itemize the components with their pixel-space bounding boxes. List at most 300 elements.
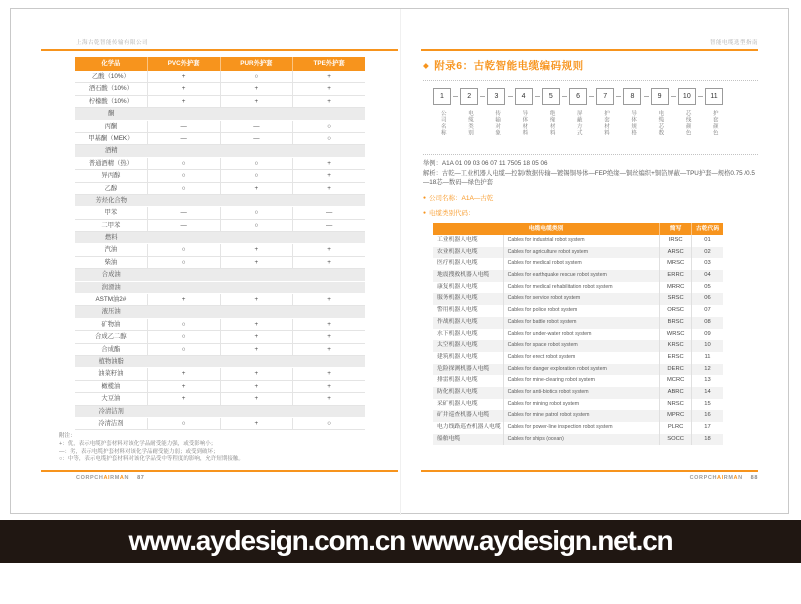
code-box-connector <box>560 96 569 97</box>
rating-cell: ○ <box>147 158 220 169</box>
cable-abbr-cell: ERRC <box>659 270 691 282</box>
code-position-label: 公司名称 <box>439 110 446 136</box>
chem-section-row <box>75 195 365 207</box>
page-center-divider <box>400 9 401 515</box>
chem-section-label: 液压油 <box>101 308 121 316</box>
chem-data-row <box>75 244 365 256</box>
code-label-spacer <box>641 110 650 156</box>
code-box-connector <box>505 96 514 97</box>
cable-table-row <box>433 293 723 305</box>
code-position-box: 3 <box>487 88 505 105</box>
brand-segment: RM <box>723 475 734 481</box>
cable-name-en-cell: Cables for battle robot system <box>503 317 660 329</box>
chem-data-row <box>75 393 365 405</box>
cable-code-cell: 18 <box>691 434 723 446</box>
code-position-label: 电缆类别 <box>466 110 473 136</box>
rating-cell: ○ <box>147 183 220 194</box>
cable-name-en-cell: Cables for police robot system <box>503 305 660 317</box>
code-position-label-cell <box>596 110 614 156</box>
cable-col-header-category: 电缆电缆类别 <box>528 226 564 232</box>
chemical-name-cell: 橄榄油 <box>101 382 121 390</box>
chem-col-header-chemical: 化学品 <box>101 60 121 67</box>
chem-col-header-pvc: PVC外护套 <box>147 57 220 71</box>
code-position-label-cell <box>460 110 478 156</box>
rating-cell: + <box>220 96 293 107</box>
rating-cell: + <box>220 319 293 330</box>
rating-cell: ○ <box>220 207 293 218</box>
cable-table-row <box>433 305 723 317</box>
chem-data-row <box>75 121 365 133</box>
chem-section-label: 合成油 <box>101 271 121 279</box>
cable-code-cell: 06 <box>691 293 723 305</box>
cable-abbr-cell: MRRC <box>659 282 691 294</box>
website-hotline-banner: www.aydesign.com.cn www.aydesign.net.cn 24Hotline:15601814031 <box>0 520 801 563</box>
chemical-resistance-table <box>75 57 365 430</box>
cable-category-table <box>433 223 723 445</box>
rating-cell: + <box>292 319 365 330</box>
rating-cell: — <box>147 207 220 218</box>
footnote-line: 附注： <box>59 433 76 439</box>
cable-name-cn-cell: 电力线路巡查机器人电缆 <box>437 424 501 430</box>
rating-cell: + <box>147 83 220 94</box>
left-page-number: 87 <box>137 475 145 481</box>
cable-abbr-cell: WRSC <box>659 329 691 341</box>
cable-name-cn-cell: 医疗机器人电缆 <box>437 260 478 267</box>
chemical-name-cell: 柠檬酸（10%） <box>88 97 133 105</box>
cable-code-cell: 15 <box>691 399 723 411</box>
cable-name-en-cell: Cables for medical robot system <box>503 258 660 270</box>
chem-section-label: 酮 <box>108 110 115 118</box>
cable-code-cell: 04 <box>691 270 723 282</box>
code-position-label-cell <box>542 110 560 156</box>
left-page-header-rule <box>41 49 398 51</box>
brand-segment: AI <box>103 475 111 481</box>
code-position-label-cell <box>705 110 723 156</box>
code-box-connector <box>669 96 678 97</box>
rating-cell: ○ <box>220 170 293 181</box>
cable-name-cn-cell: 警用机器人电缆 <box>437 307 478 314</box>
code-label-spacer <box>451 110 460 156</box>
brand-segment: AI <box>717 475 724 481</box>
appendix-title <box>423 58 584 73</box>
cable-table-row <box>433 375 723 387</box>
chemical-name-cell: 合成乙二醇 <box>95 333 127 341</box>
cable-code-cell: 05 <box>691 282 723 294</box>
cable-code-cell: 13 <box>691 375 723 387</box>
rating-cell: + <box>147 381 220 392</box>
cable-abbr-cell: MPRC <box>659 410 691 422</box>
company-name-bullet-text: 公司名称：A1A—古乾 <box>429 195 494 202</box>
connector-dash <box>535 96 540 97</box>
rating-cell: + <box>220 393 293 404</box>
cable-abbr-cell: IRSC <box>659 235 691 247</box>
brand-segment: N <box>124 475 130 481</box>
code-position-box: 9 <box>651 88 669 105</box>
rating-cell: ○ <box>147 257 220 268</box>
cable-code-labels <box>433 110 723 156</box>
rating-cell: + <box>292 344 365 355</box>
code-position-label: 护套颜色 <box>711 110 718 136</box>
code-label-spacer <box>614 110 623 156</box>
connector-dash <box>453 96 458 97</box>
cable-table-row <box>433 434 723 446</box>
rating-cell: + <box>147 393 220 404</box>
rating-cell: + <box>147 368 220 379</box>
chem-data-row <box>75 344 365 356</box>
chem-section-label: 冷清洁剂 <box>98 407 124 415</box>
rating-cell: + <box>292 71 365 82</box>
chemical-name-cell: ASTM油2# <box>95 296 127 304</box>
cable-abbr-cell: ARSC <box>659 247 691 259</box>
code-position-label: 导体规格 <box>630 110 637 136</box>
rating-cell: ○ <box>147 344 220 355</box>
cable-name-cn-cell: 危险探测机器人电缆 <box>437 365 490 372</box>
chemical-name-cell: 合成酯 <box>101 345 121 353</box>
code-position-box: 1 <box>433 88 451 105</box>
rating-cell: ○ <box>292 418 365 429</box>
brochure-spread <box>10 8 789 514</box>
rating-cell: + <box>220 344 293 355</box>
rating-cell: + <box>292 158 365 169</box>
chem-section-label: 芳烃化合物 <box>95 196 127 204</box>
connector-dash <box>698 96 703 97</box>
chem-data-row <box>75 83 365 95</box>
code-box-connector <box>641 96 650 97</box>
rating-cell: + <box>292 96 365 107</box>
cable-code-cell: 07 <box>691 305 723 317</box>
code-position-label: 电缆芯数 <box>657 110 664 136</box>
cable-name-cn-cell: 船舶电缆 <box>437 435 461 442</box>
appendix-title-text: 附录6：古乾智能电缆编码规则 <box>434 60 584 72</box>
chem-section-label: 酒精 <box>104 147 118 155</box>
rating-cell: + <box>220 183 293 194</box>
chem-data-row <box>75 220 365 232</box>
rating-cell: ○ <box>147 244 220 255</box>
code-position-box: 6 <box>569 88 587 105</box>
cable-col-header-code: 古乾代码 <box>691 223 723 235</box>
rating-cell: ○ <box>147 170 220 181</box>
analysis-line: 解析：古乾—工业机器人电缆—控制/数据传输—镀锡铜导体—FEP绝缘—铜丝编织+铜箔屏蔽—TPU护套—规格0.75 /0.5—18芯—数码—绿色护套 <box>423 169 755 187</box>
left-page-footer-rule <box>41 470 398 472</box>
cable-name-en-cell: Cables for under-water robot system <box>503 329 660 341</box>
cable-table-row <box>433 329 723 341</box>
rating-cell: + <box>220 83 293 94</box>
footnote-line: ○：中等，表示电缆护套材料对该化学品受中等程度的影响，允许短期接触。 <box>59 456 244 463</box>
chem-data-row <box>75 133 365 145</box>
rating-cell: + <box>147 96 220 107</box>
rating-cell: — <box>147 133 220 144</box>
cable-code-boxes <box>433 87 723 106</box>
cable-table-row <box>433 235 723 247</box>
connector-dash <box>480 96 485 97</box>
chemical-name-cell: 丙酮 <box>104 122 118 130</box>
footnote-line: —：劣，表示电缆护套材料对该化学品耐受能力弱；或受到破坏； <box>59 448 219 455</box>
rating-cell: + <box>292 170 365 181</box>
cable-name-en-cell: Cables for earthquake rescue robot system <box>503 270 660 282</box>
cable-category-bullet-text: 电缆类别代码： <box>429 210 475 217</box>
cable-name-en-cell: Cables for ships (ocean) <box>503 434 660 446</box>
chem-section-row <box>75 356 365 368</box>
rating-cell: + <box>292 294 365 305</box>
chemical-name-cell: 二甲苯 <box>101 221 121 229</box>
cable-table-row <box>433 270 723 282</box>
cable-code-cell: 02 <box>691 247 723 259</box>
code-position-label-cell <box>487 110 505 156</box>
chem-data-row <box>75 418 365 430</box>
chem-section-row <box>75 269 365 281</box>
chem-data-row <box>75 257 365 269</box>
chemical-name-cell: 异丙醇 <box>101 172 121 180</box>
connector-dash <box>671 96 676 97</box>
cable-name-en-cell: Cables for mining robot system <box>503 399 660 411</box>
rating-cell: + <box>292 381 365 392</box>
chem-section-row <box>75 108 365 120</box>
rating-cell: ○ <box>220 158 293 169</box>
code-label-spacer <box>696 110 705 156</box>
rating-cell: — <box>220 121 293 132</box>
brand-segment: CORPCH <box>76 475 104 481</box>
cable-table-rows <box>433 235 723 445</box>
chem-section-row <box>75 406 365 418</box>
bullet-dot-icon: ● <box>423 195 427 201</box>
right-page-footer-rule <box>421 470 758 472</box>
diamond-bullet-icon: ◆ <box>423 61 430 70</box>
cable-code-cell: 10 <box>691 340 723 352</box>
chem-data-row <box>75 158 365 170</box>
cable-code-cell: 08 <box>691 317 723 329</box>
code-box-connector <box>533 96 542 97</box>
rating-cell: — <box>147 220 220 231</box>
cable-code-cell: 16 <box>691 410 723 422</box>
right-page-header-rule <box>421 49 758 51</box>
cable-name-cn-cell: 水下机器人电缆 <box>437 330 478 337</box>
cable-abbr-cell: ERSC <box>659 352 691 364</box>
chem-data-row <box>75 170 365 182</box>
connector-dash <box>644 96 649 97</box>
chemical-name-cell: 大豆油 <box>101 395 121 403</box>
rating-cell: + <box>292 244 365 255</box>
chem-data-row <box>75 71 365 83</box>
rating-cell: + <box>220 331 293 342</box>
code-box-connector <box>478 96 487 97</box>
rating-cell: + <box>220 418 293 429</box>
cable-code-cell: 01 <box>691 235 723 247</box>
rating-cell: + <box>220 257 293 268</box>
chemical-name-cell: 油菜籽油 <box>98 370 124 378</box>
cable-name-en-cell: Cables for erect robot system <box>503 352 660 364</box>
code-position-label: 护套材料 <box>602 110 609 136</box>
rating-cell: + <box>220 294 293 305</box>
code-box-connector <box>451 96 460 97</box>
cable-table-row <box>433 410 723 422</box>
chem-table-footnotes <box>59 433 399 464</box>
cable-abbr-cell: ORSC <box>659 305 691 317</box>
rating-cell: — <box>292 207 365 218</box>
code-position-label: 绝缘材料 <box>548 110 555 136</box>
cable-abbr-cell: MRSC <box>659 258 691 270</box>
cable-code-cell: 14 <box>691 387 723 399</box>
cable-name-cn-cell: 服务机器人电缆 <box>437 295 478 302</box>
chem-data-row <box>75 381 365 393</box>
code-label-spacer <box>669 110 678 156</box>
right-page-number: 88 <box>750 475 758 481</box>
rating-cell: + <box>292 331 365 342</box>
code-position-box: 11 <box>705 88 723 105</box>
connector-dash <box>508 96 513 97</box>
cable-table-row <box>433 399 723 411</box>
cable-name-en-cell: Cables for anti-biotics robot system <box>503 387 660 399</box>
cable-name-en-cell: Cables for danger exploration robot system <box>503 364 660 376</box>
code-example-block <box>423 159 759 188</box>
code-position-label-cell <box>651 110 669 156</box>
rating-cell: ○ <box>220 71 293 82</box>
code-position-label: 芯线颜色 <box>684 110 691 136</box>
chem-data-row <box>75 207 365 219</box>
code-position-box: 8 <box>623 88 641 105</box>
cable-name-cn-cell: 太空机器人电缆 <box>437 342 478 349</box>
chem-col-header-pur: PUR外护套 <box>220 57 293 71</box>
cable-code-cell: 17 <box>691 422 723 434</box>
cable-table-row <box>433 317 723 329</box>
cable-name-cn-cell: 工业机器人电缆 <box>437 237 478 243</box>
code-position-label-cell <box>569 110 587 156</box>
code-position-label-cell <box>678 110 696 156</box>
connector-dash <box>562 96 567 97</box>
code-label-spacer <box>478 110 487 156</box>
connector-dash <box>616 96 621 97</box>
chem-section-row <box>75 232 365 244</box>
left-page-company-name: 上海古乾智能传输有限公司 <box>76 40 149 46</box>
chem-table-rows <box>75 71 365 430</box>
chem-section-label: 燃料 <box>104 234 118 242</box>
cable-code-cell: 12 <box>691 364 723 376</box>
chemical-name-cell: 普通酒精（热） <box>88 159 133 167</box>
rating-cell: — <box>292 220 365 231</box>
cable-name-cn-cell: 地震搜救机器人电缆 <box>437 272 490 279</box>
chemical-name-cell: 甲基酮（MEK） <box>88 134 134 142</box>
code-position-label: 屏蔽方式 <box>575 110 582 136</box>
cable-name-en-cell: Cables for industrial robot system <box>503 235 660 247</box>
connector-dash <box>589 96 594 97</box>
cable-name-cn-cell: 防化机器人电缆 <box>437 388 478 395</box>
cable-category-bullet <box>423 208 475 217</box>
cable-name-en-cell: Cables for mine patrol robot system <box>503 410 660 422</box>
cable-name-en-cell: Cables for space robot system <box>503 340 660 352</box>
chem-table-header-row <box>75 57 365 71</box>
cable-abbr-cell: SOCC <box>659 434 691 446</box>
chem-data-row <box>75 319 365 331</box>
cable-code-cell: 03 <box>691 258 723 270</box>
cable-abbr-cell: ABRC <box>659 387 691 399</box>
chem-data-row <box>75 294 365 306</box>
rating-cell: + <box>220 244 293 255</box>
brand-segment: RM <box>110 475 120 481</box>
cable-abbr-cell: BRSC <box>659 317 691 329</box>
code-position-box: 5 <box>542 88 560 105</box>
example-line: 举例：A1A 01 09 03 06 07 11 7505 18 05 06 <box>423 160 548 167</box>
cable-table-header-row <box>433 223 723 235</box>
code-position-box: 2 <box>460 88 478 105</box>
cable-abbr-cell: DERC <box>659 364 691 376</box>
dotted-separator <box>423 80 758 81</box>
rating-cell: + <box>220 368 293 379</box>
cable-name-cn-cell: 农业机器人电缆 <box>437 248 478 255</box>
cable-abbr-cell: NRSC <box>659 399 691 411</box>
cable-table-row <box>433 352 723 364</box>
chemical-name-cell: 汽油 <box>104 246 118 254</box>
cable-code-cell: 09 <box>691 329 723 341</box>
code-position-label-cell <box>515 110 533 156</box>
chem-section-row <box>75 145 365 157</box>
code-position-box: 7 <box>596 88 614 105</box>
rating-cell: ○ <box>147 319 220 330</box>
code-label-spacer <box>587 110 596 156</box>
cable-name-cn-cell: 康复机器人电缆 <box>437 283 478 290</box>
brand-segment: A <box>733 475 739 481</box>
rating-cell: + <box>292 368 365 379</box>
chemical-name-cell: 乙酸（10%） <box>91 73 130 80</box>
cable-name-cn-cell: 作战机器人电缆 <box>437 318 478 325</box>
cable-name-en-cell: Cables for service robot system <box>503 293 660 305</box>
chem-data-row <box>75 368 365 380</box>
chem-section-label: 润滑油 <box>101 283 121 291</box>
cable-name-cn-cell: 矿井巡查机器人电缆 <box>437 412 490 419</box>
code-position-label-cell <box>433 110 451 156</box>
rating-cell: — <box>147 121 220 132</box>
cable-code-cell: 11 <box>691 352 723 364</box>
code-position-label: 传输对象 <box>494 110 501 136</box>
cable-name-en-cell: Cables for power-line inspection robot system <box>503 422 660 434</box>
chem-data-row <box>75 331 365 343</box>
code-position-box: 4 <box>515 88 533 105</box>
cable-table-row <box>433 258 723 270</box>
cable-name-cn-cell: 建筑机器人电缆 <box>437 353 478 360</box>
cable-name-cn-cell: 采矿机器人电缆 <box>437 400 478 407</box>
brand-segment: N <box>738 475 743 481</box>
cable-name-en-cell: Cables for medical rehabilitation robot system <box>503 282 660 294</box>
right-page-footer-brand <box>421 475 758 481</box>
chemical-name-cell: 酒石酸（10%） <box>88 85 133 93</box>
cable-table-row <box>433 387 723 399</box>
code-position-label: 导体材料 <box>521 110 528 136</box>
rating-cell: + <box>292 393 365 404</box>
brand-segment: A <box>119 475 125 481</box>
rating-cell: + <box>292 183 365 194</box>
chem-section-label: 植物油脂 <box>98 357 124 365</box>
cable-table-row <box>433 340 723 352</box>
footnote-line: +：优，表示电缆护套材料对该化学品耐受能力强，或受影响小； <box>59 440 217 447</box>
chemical-name-cell: 乙醇 <box>104 184 118 192</box>
rating-cell: — <box>220 133 293 144</box>
cable-table-row <box>433 364 723 376</box>
cable-table-row <box>433 422 723 434</box>
rating-cell: + <box>220 381 293 392</box>
code-box-connector <box>696 96 705 97</box>
code-box-connector <box>587 96 596 97</box>
rating-cell: + <box>147 71 220 82</box>
chemical-name-cell: 甲苯 <box>104 209 118 217</box>
code-position-label-cell <box>623 110 641 156</box>
code-label-spacer <box>533 110 542 156</box>
company-name-bullet <box>423 193 493 202</box>
chem-section-row <box>75 282 365 294</box>
rating-cell: ○ <box>220 220 293 231</box>
rating-cell: + <box>147 294 220 305</box>
chemical-name-cell: 柴油 <box>104 258 118 266</box>
chem-data-row <box>75 183 365 195</box>
chemical-name-cell: 冷清洁剂 <box>98 419 124 427</box>
cable-name-cn-cell: 排雷机器人电缆 <box>437 377 478 384</box>
